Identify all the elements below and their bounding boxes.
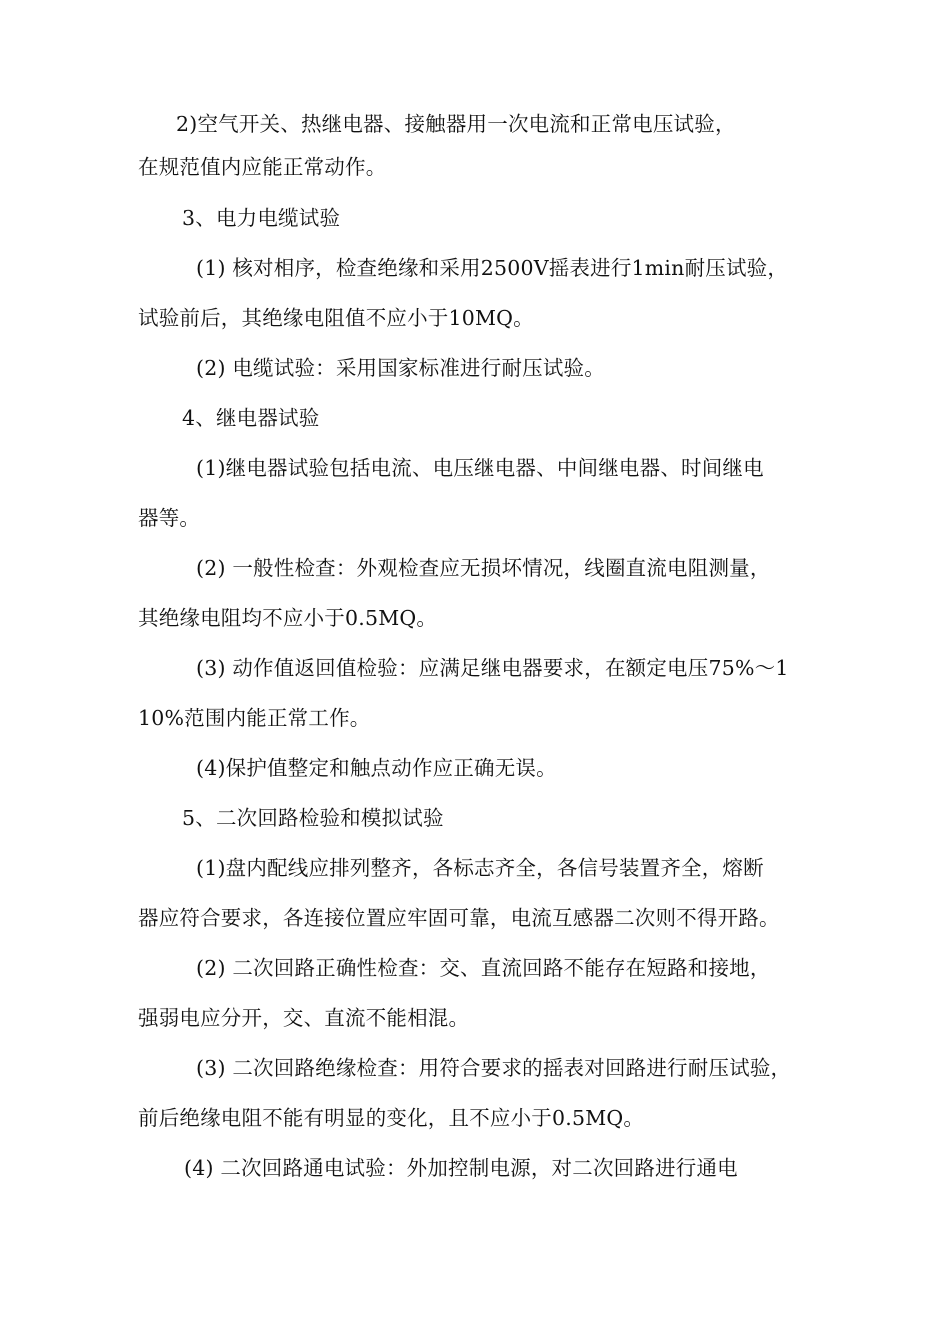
text-line: (2) 电缆试验：采用国家标准进行耐压试验。: [196, 356, 605, 380]
text-line: (1) 核对相序，检查绝缘和采用2500V摇表进行1min耐压试验，: [196, 256, 789, 280]
text-line: 强弱电应分开，交、直流不能相混。: [138, 1006, 470, 1030]
section-heading: 3、电力电缆试验: [182, 206, 341, 230]
text-line: 器等。: [138, 506, 201, 530]
text-line: (1)继电器试验包括电流、电压继电器、中间继电器、时间继电: [196, 456, 764, 480]
text-line: (3) 动作值返回值检验：应满足继电器要求，在额定电压75%〜1: [196, 656, 789, 680]
text-line: 2)空气开关、热继电器、接触器用一次电流和正常电压试验，: [176, 112, 736, 136]
text-line: (4)保护值整定和触点动作应正确无误。: [196, 756, 557, 780]
text-line: 在规范值内应能正常动作。: [138, 155, 387, 179]
text-line: 10%范围内能正常工作。: [138, 706, 371, 730]
text-line: 试验前后，其绝缘电阻值不应小于10MQ。: [138, 306, 534, 330]
text-line: 前后绝缘电阻不能有明显的变化，且不应小于0.5MQ。: [138, 1106, 645, 1130]
text-line: 其绝缘电阻均不应小于0.5MQ。: [138, 606, 438, 630]
section-heading: 4、继电器试验: [182, 406, 320, 430]
text-line: (2) 一般性检查：外观检查应无损坏情况，线圈直流电阻测量，: [196, 556, 771, 580]
text-line: (4) 二次回路通电试验：外加控制电源，对二次回路进行通电: [184, 1156, 738, 1180]
section-heading: 5、二次回路检验和模拟试验: [182, 806, 444, 830]
text-line: (1)盘内配线应排列整齐，各标志齐全，各信号装置齐全，熔断: [196, 856, 764, 880]
text-line: (3) 二次回路绝缘检查：用符合要求的摇表对回路进行耐压试验，: [196, 1056, 792, 1080]
text-line: 器应符合要求，各连接位置应牢固可靠，电流互感器二次则不得开路。: [138, 906, 780, 930]
text-line: (2) 二次回路正确性检查：交、直流回路不能存在短路和接地，: [196, 956, 771, 980]
